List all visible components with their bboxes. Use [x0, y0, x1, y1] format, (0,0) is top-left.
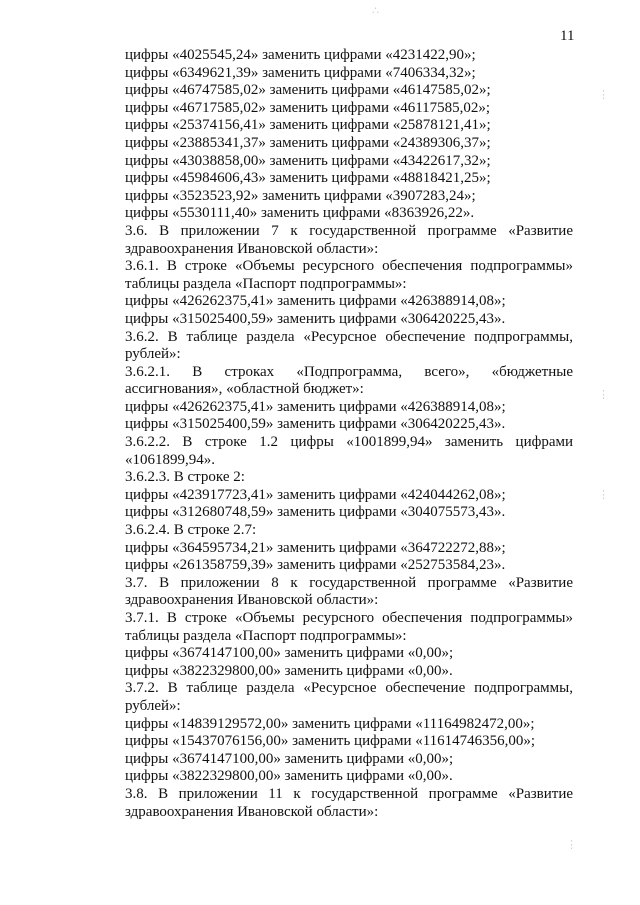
text-line: цифры «6349621,39» заменить цифрами «7406334,32»; [125, 64, 476, 81]
scan-mark: ⋮ [566, 839, 577, 851]
scan-mark: ⋮ [598, 389, 609, 401]
text-line: цифры «315025400,59» заменить цифрами «306420225,43». [125, 310, 506, 327]
text-line: цифры «423917723,41» заменить цифрами «424044262,08»; [125, 486, 506, 503]
section-paragraph: 3.6.2.2. В строке 1.2 цифры «1001899,94» заменить цифрами «1061899,94». [125, 434, 573, 468]
section-heading: 3.6.2.4. В строке 2.7: [125, 522, 257, 539]
scan-mark: ∴ [372, 5, 379, 17]
text-line: цифры «3674147100,00» заменить цифрами «0,00»; [125, 750, 454, 767]
text-line: цифры «312680748,59» заменить цифрами «304075573,43». [125, 504, 506, 521]
section-paragraph: 3.6.2.1. В строках «Подпрограмма, всего», «бюджетные ассигнования», «областной бюджет»: [125, 363, 573, 398]
page-number: 11 [560, 28, 575, 44]
text-line: цифры «426262375,41» заменить цифрами «426388914,08»; [125, 398, 506, 415]
text-line: цифры «426262375,41» заменить цифрами «426388914,08»; [125, 293, 506, 310]
document-body [85, 47, 573, 821]
text-line: цифры «3822329800,00» заменить цифрами «0,00». [125, 768, 453, 785]
text-line: цифры «46717585,02» заменить цифрами «46117585,02»; [125, 99, 491, 116]
text-line: цифры «3674147100,00» заменить цифрами «0,00»; [125, 645, 454, 662]
text-line: цифры «23885341,37» заменить цифрами «24389306,37»; [125, 134, 491, 151]
section-paragraph: 3.6.1. В строке «Объемы ресурсного обеспечения подпрограммы» таблицы раздела «Паспорт подпрограммы»: [125, 258, 573, 292]
text-line: цифры «364595734,21» заменить цифрами «364722272,88»; [125, 539, 506, 556]
section-paragraph: 3.6.2. В таблице раздела «Ресурсное обеспечение подпрограммы, рублей»: [125, 328, 573, 363]
text-line: цифры «4025545,24» заменить цифрами «4231422,90»; [125, 47, 476, 63]
scan-mark: ⋮ [598, 89, 609, 101]
text-line: цифры «45984606,43» заменить цифрами «48818421,25»; [125, 170, 491, 187]
text-line: цифры «261358759,39» заменить цифрами «252753584,23». [125, 557, 506, 574]
text-line: цифры «5530111,40» заменить цифрами «8363926,22». [125, 205, 475, 222]
text-line: цифры «46747585,02» заменить цифрами «46147585,02»; [125, 82, 491, 99]
section-paragraph: 3.7.2. В таблице раздела «Ресурсное обеспечение подпрограммы, рублей»: [125, 680, 573, 714]
text-line: цифры «3822329800,00» заменить цифрами «0,00». [125, 662, 453, 679]
text-line: цифры «14839129572,00» заменить цифрами «11164982472,00»; [125, 715, 535, 732]
section-paragraph: 3.6. В приложении 7 к государственной программе «Развитие здравоохранения Ивановской области»: [125, 222, 573, 257]
text-line: цифры «25374156,41» заменить цифрами «25878121,41»; [125, 117, 491, 134]
text-line: цифры «3523523,92» заменить цифрами «3907283,24»; [125, 187, 476, 204]
section-paragraph: 3.7.1. В строке «Объемы ресурсного обеспечения подпрограммы» таблицы раздела «Паспорт подпрограммы»: [125, 610, 573, 644]
section-paragraph: 3.7. В приложении 8 к государственной программе «Развитие здравоохранения Ивановской области»: [125, 574, 573, 609]
section-heading: 3.6.2.3. В строке 2: [125, 469, 245, 486]
scan-mark: ⋮ [598, 489, 609, 501]
section-paragraph: 3.8. В приложении 11 к государственной программе «Развитие здравоохранения Ивановской области»: [125, 785, 573, 820]
text-line: цифры «43038858,00» заменить цифрами «43422617,32»; [125, 152, 491, 169]
text-line: цифры «15437076156,00» заменить цифрами «11614746356,00»; [125, 733, 536, 750]
text-line: цифры «315025400,59» заменить цифрами «306420225,43». [125, 416, 506, 433]
